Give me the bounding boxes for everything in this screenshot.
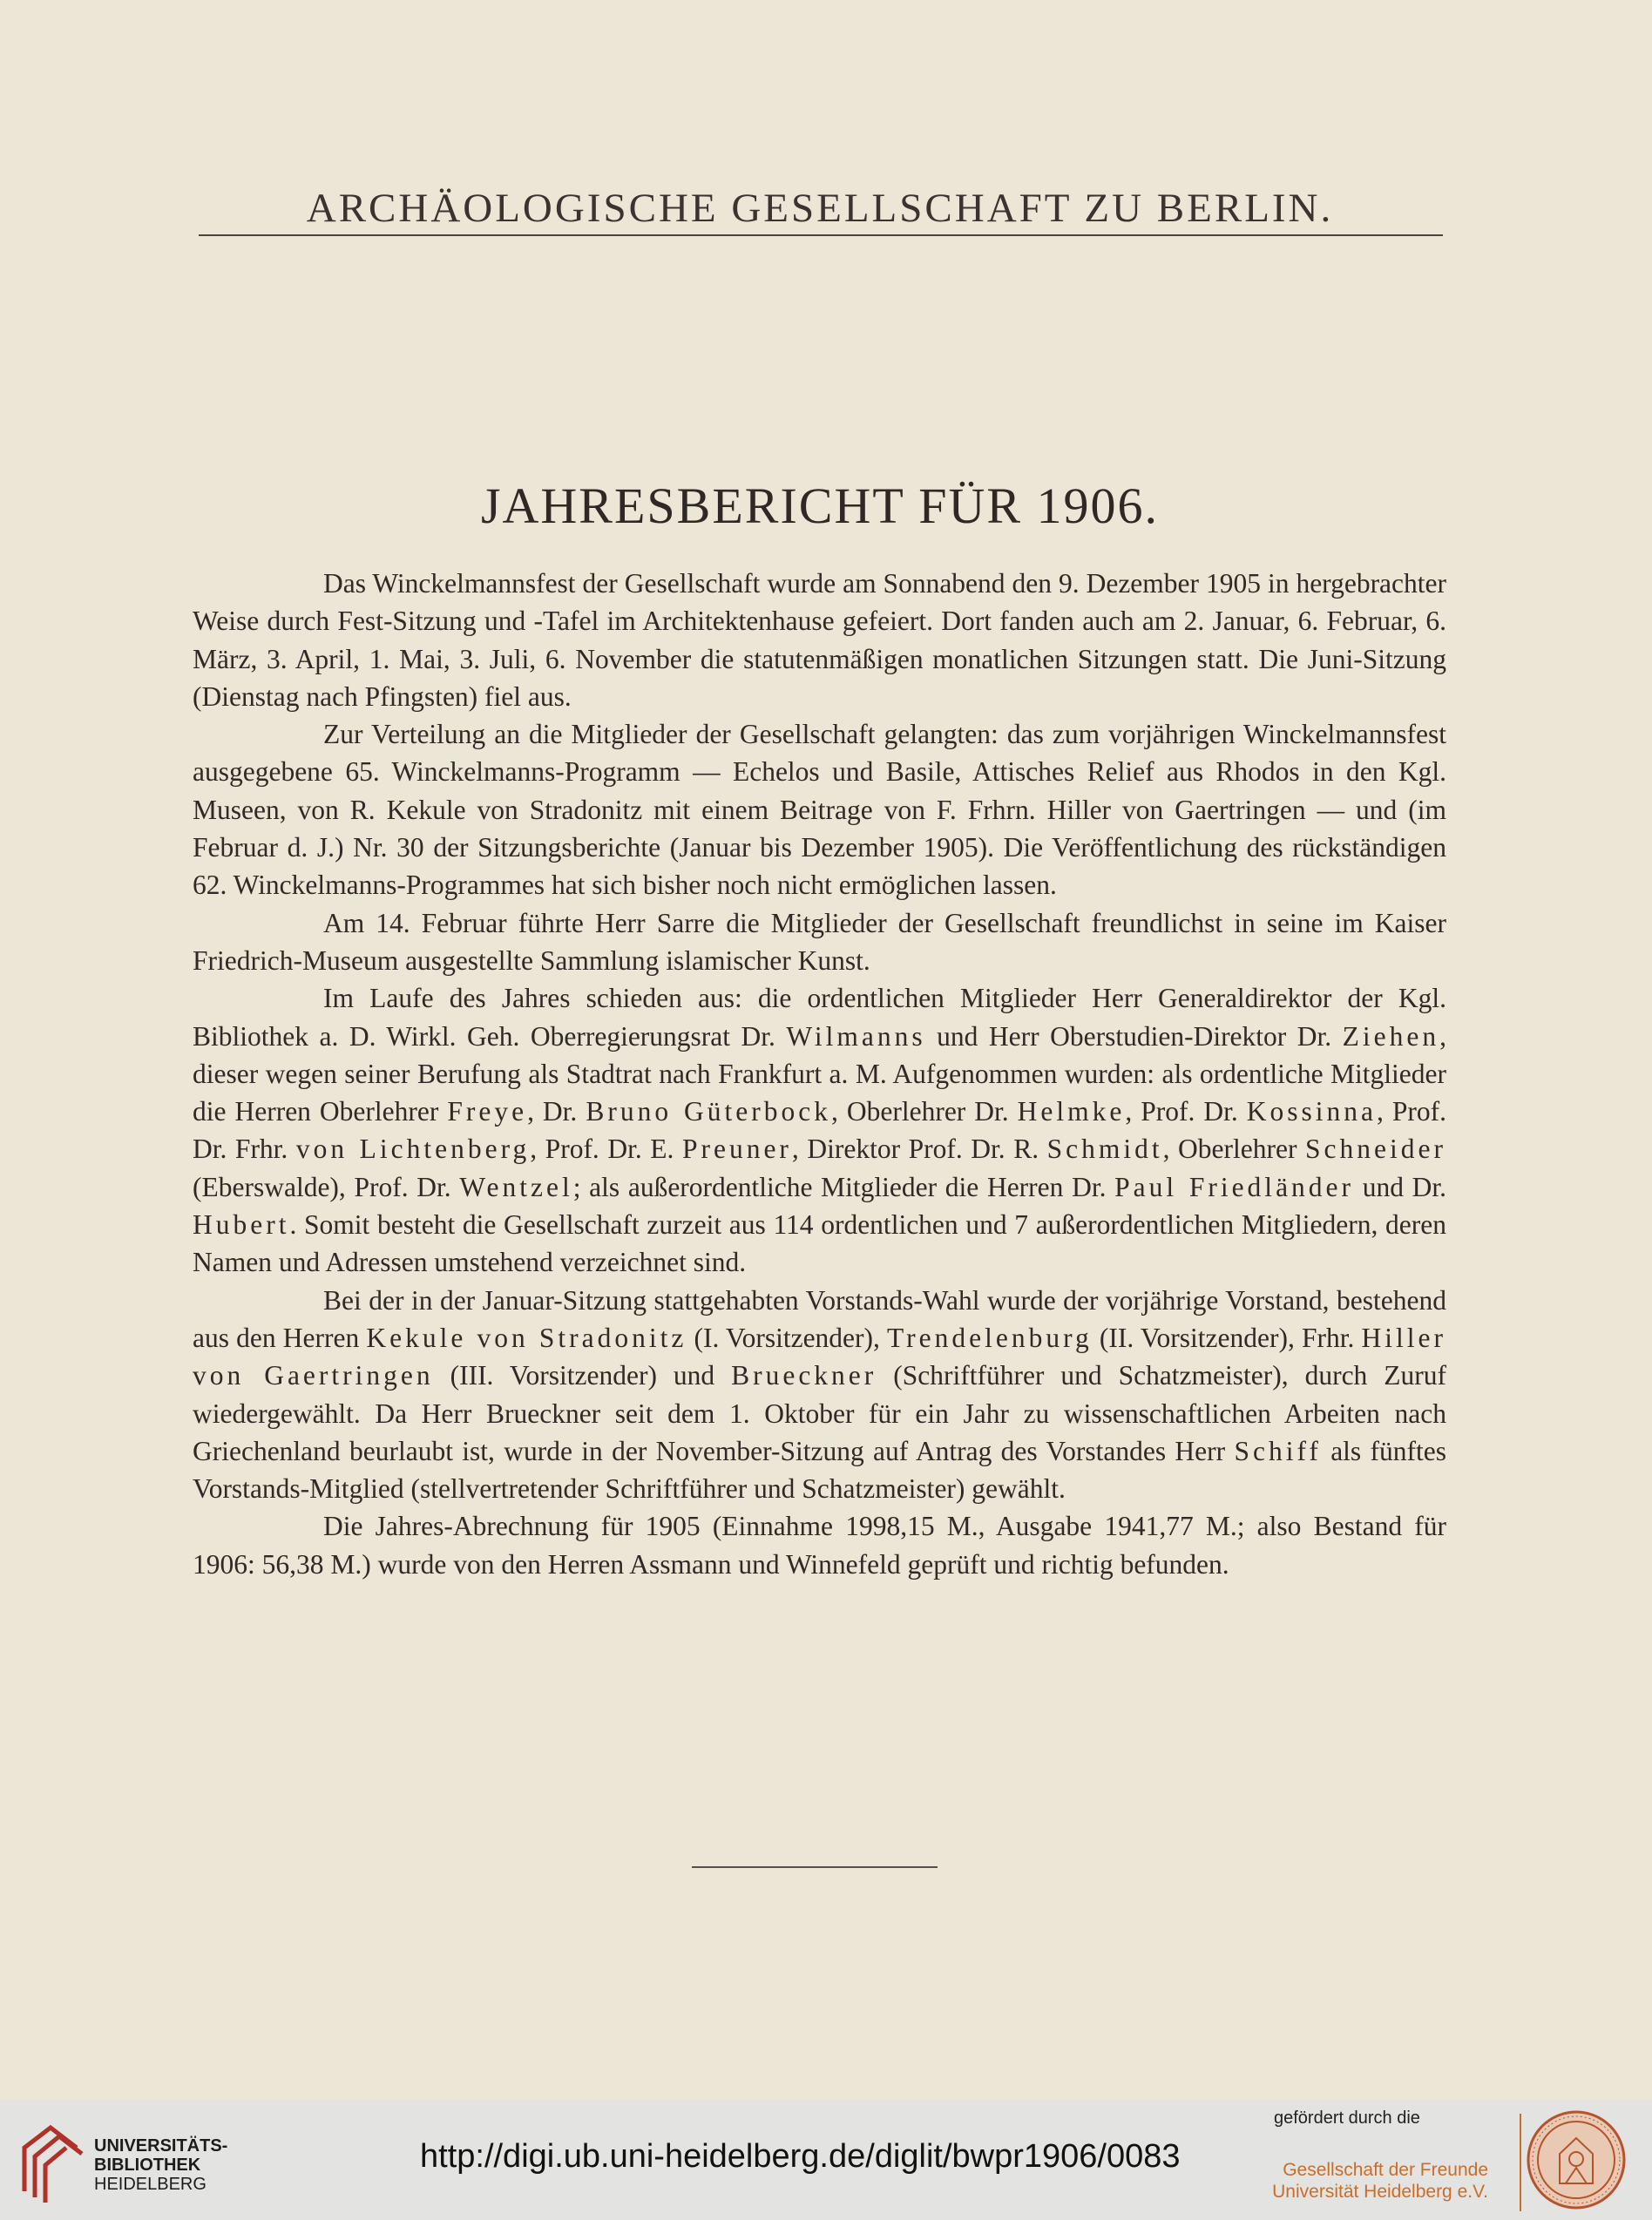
paragraph-5: Bei der in der Januar-Sitzung stattgehabten Vorstands-Wahl wurde der vorjährige Vorstand, bestehend aus den Herren Kekule von Stradonitz (I. Vorsitzender), Trendelenburg (II. Vorsitzender), Frhr. Hiller von Gaertringen (III. Vorsitzender) und Brueckner (Schriftführer und Schatzmeister), durch Zuruf wiedergewählt. Da Herr Brueckner seit dem 1. Oktober für ein Jahr zu wissenschaftlichen Arbeiten nach Griechenland beurlaubt ist, wurde in der November-Sitzung auf Antrag des Vorstandes Herr Schiff als fünftes Vorstands-Mitglied (stellvertretender Schriftführer und Schatzmeister) gewählt. xyxy=(193,1284,1446,1505)
sponsor-name: Gesellschaft der Freunde Universität Heidelberg e.V. xyxy=(1272,2160,1488,2202)
header-rule xyxy=(199,234,1443,236)
sponsor-intro: gefördert durch die xyxy=(1274,2108,1420,2128)
library-logo-icon xyxy=(16,2117,85,2204)
sponsor-divider xyxy=(1520,2114,1521,2211)
paragraph-2: Zur Verteilung an die Mitglieder der Gesellschaft gelangten: das zum vorjährigen Winckelmannsfest ausgegebene 65. Winckelmanns-Programm — Echelos und Basile, Attisches Relief aus Rhodos in den Kgl. Museen, von R. Kekule von Stradonitz mit einem Beitrage von F. Frhrn. Hiller von Gaertringen — und (im Februar d. J.) Nr. 30 der Sitzungsberichte (Januar bis Dezember 1905). Die Veröffentlichung des rückständigen 62. Winckelmanns-Programmes hat sich bisher noch nicht ermöglichen lassen. xyxy=(193,719,1446,901)
paragraph-3: Am 14. Februar führte Herr Sarre die Mitglieder der Gesellschaft freundlichst in seine im Kaiser Friedrich-Museum ausgestellte Sammlung islamischer Kunst. xyxy=(193,907,1446,976)
university-seal-icon xyxy=(1525,2108,1628,2211)
report-title: JAHRESBERICHT FÜR 1906. xyxy=(480,477,1160,534)
paragraph-1: Das Winckelmannsfest der Gesellschaft wurde am Sonnabend den 9. Dezember 1905 in hergebrachter Weise durch Fest-Sitzung und -Tafel im Architektenhause gefeiert. Dort fanden auch am 2. Januar, 6. Februar, 6. März, 3. April, 1. Mai, 3. Juli, 6. November die statutenmäßigen monatlichen Sitzungen statt. Die Juni-Sitzung (Dienstag nach Pfingsten) fiel aus. xyxy=(193,568,1446,712)
digitization-footer xyxy=(0,2100,1652,2220)
paragraph-4: Im Laufe des Jahres schieden aus: die ordentlichen Mitglieder Herr Generaldirektor der Kgl. Bibliothek a. D. Wirkl. Geh. Oberregierungsrat Dr. Wilmanns und Herr Oberstudien-Direktor Dr. Ziehen, dieser wegen seiner Berufung als Stadtrat nach Frankfurt a. M. Aufgenommen wurden: als ordentliche Mitglieder die Herren Oberlehrer Freye, Dr. Bruno Güterbock, Oberlehrer Dr. Helmke, Prof. Dr. Kossinna, Prof. Dr. Frhr. von Lichtenberg, Prof. Dr. E. Preuner, Direktor Prof. Dr. R. Schmidt, Oberlehrer Schneider (Eberswalde), Prof. Dr. Wentzel; als außerordentliche Mitglieder die Herren Dr. Paul Friedländer und Dr. Hubert. Somit besteht die Gesellschaft zurzeit aus 114 ordentlichen und 7 außerordentlichen Mitgliedern, deren Namen und Adressen umstehend verzeichnet sind. xyxy=(193,983,1447,1278)
closing-rule xyxy=(692,1866,938,1868)
society-header: ARCHÄOLOGISCHE GESELLSCHAFT ZU BERLIN. xyxy=(306,186,1334,231)
library-name: UNIVERSITÄTS- BIBLIOTHEK HEIDELBERG xyxy=(94,2136,228,2194)
report-body xyxy=(193,565,1446,1583)
paragraph-6: Die Jahres-Abrechnung für 1905 (Einnahme 1998,15 M., Ausgabe 1941,77 M.; also Bestand für 1906: 56,38 M.) wurde von den Herren Assmann und Winnefeld geprüft und richtig befunden. xyxy=(193,1511,1446,1580)
permalink-url[interactable]: http://digi.ub.uni-heidelberg.de/diglit/bwpr1906/0083 xyxy=(420,2138,1181,2175)
